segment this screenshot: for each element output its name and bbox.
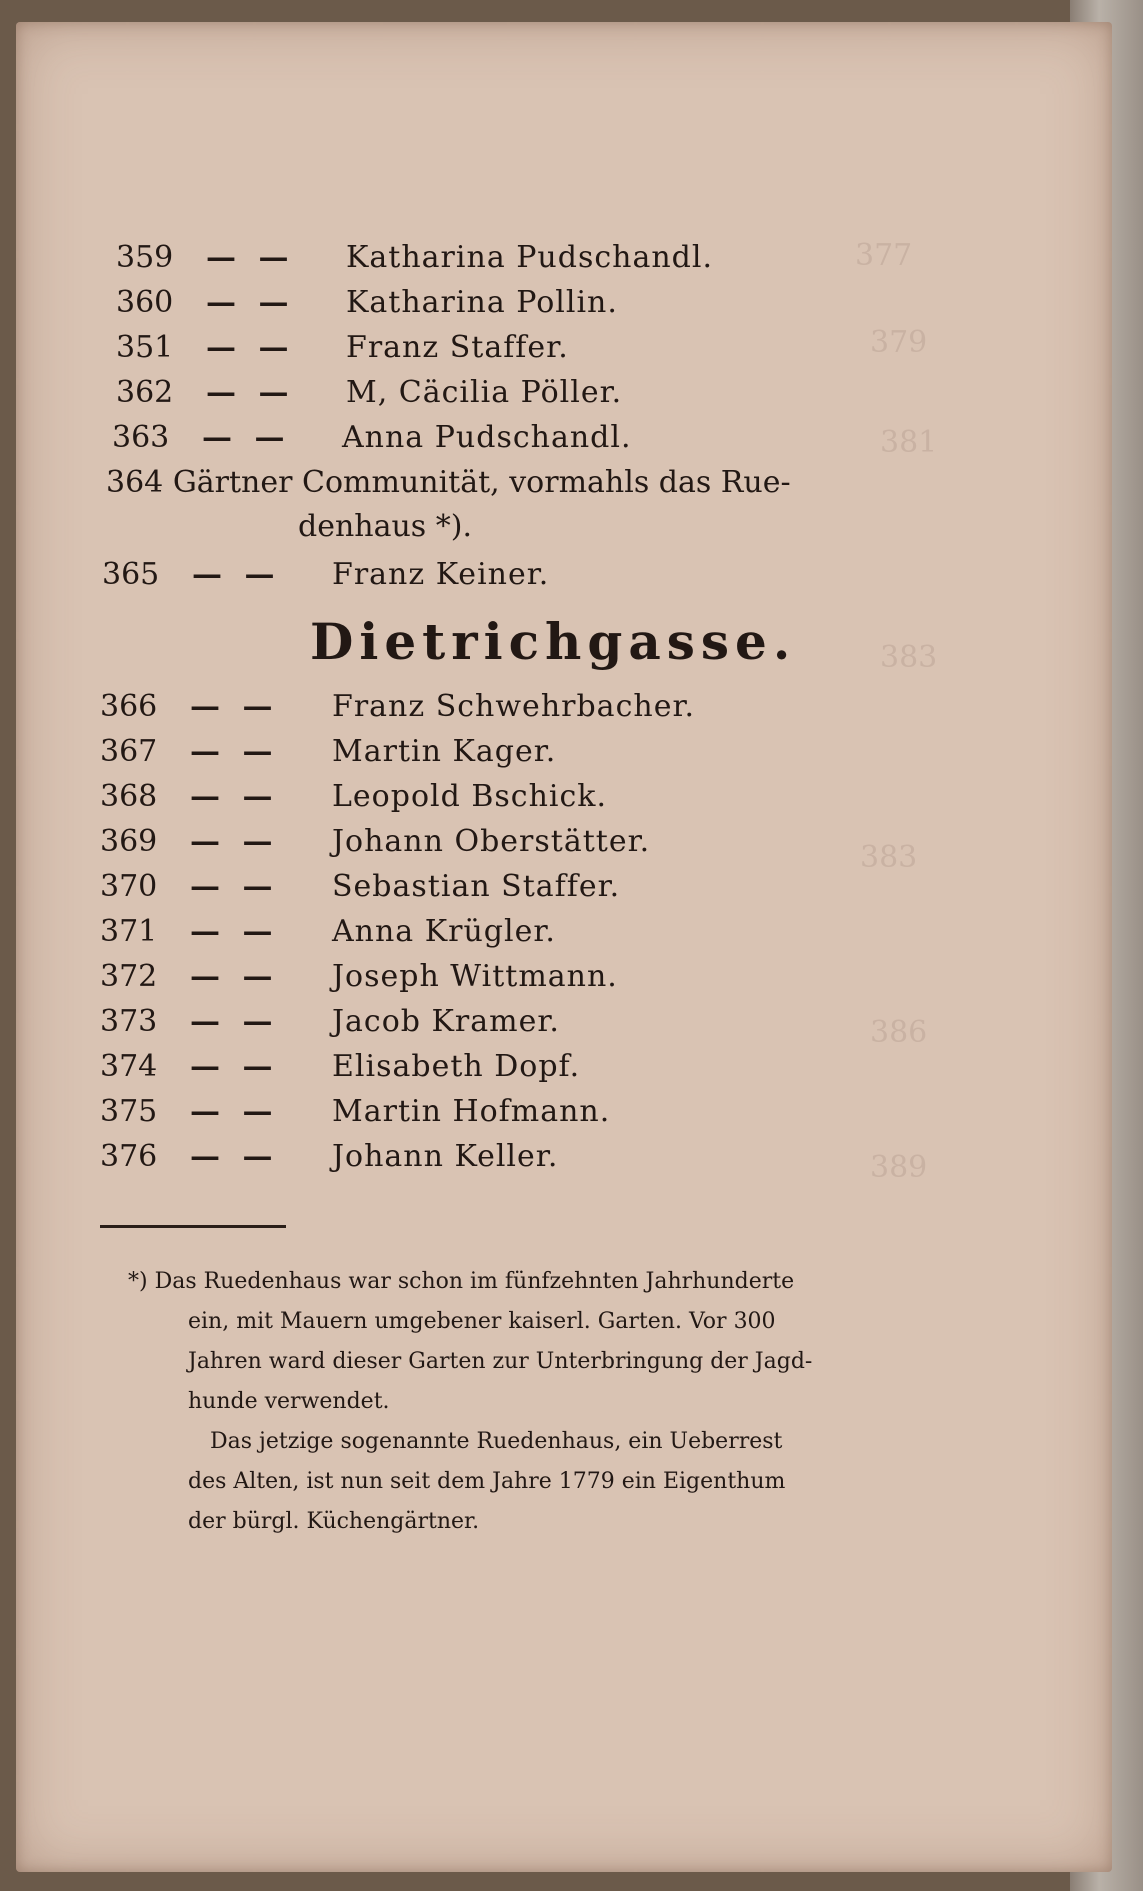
entry-row [116, 373, 816, 413]
entry-number: 372 [100, 959, 158, 994]
entry-name: Franz Keiner. [332, 557, 550, 592]
entry-dashes: — — [190, 1049, 279, 1084]
entry-dashes: — — [206, 330, 295, 365]
entry-name: M, Cäcilia Pöller. [346, 375, 623, 410]
entry-number: 360 [116, 285, 174, 320]
entry-name: Franz Schwehrbacher. [332, 689, 696, 724]
entry-row [100, 1137, 800, 1177]
entry-row [116, 328, 816, 368]
footnote-line: Das jetzige sogenannte Ruedenhaus, ein Ueberrest [210, 1429, 783, 1454]
show-through: 383 [860, 840, 918, 875]
entry-dashes: — — [190, 1094, 279, 1129]
section-heading: Dietrichgasse. [310, 612, 797, 671]
entry-dashes: — — [190, 869, 279, 904]
show-through: 381 [880, 425, 938, 460]
entry-row [100, 1092, 800, 1132]
entry-number: 363 [112, 420, 170, 455]
entry-number: 351 [116, 330, 174, 365]
entry-dashes: — — [190, 779, 279, 814]
entry-row [100, 912, 800, 952]
entry-dashes: — — [190, 689, 279, 724]
entry-name: Sebastian Staffer. [332, 869, 621, 904]
entry-name: Katharina Pollin. [346, 285, 618, 320]
footnote-line: ein, mit Mauern umgebener kaiserl. Garten. Vor 300 [188, 1309, 776, 1334]
entry-name: Katharina Pudschandl. [346, 240, 714, 275]
footnote-line: hunde verwendet. [188, 1389, 390, 1414]
entry-row [100, 1002, 800, 1042]
entry-row [100, 867, 800, 907]
entry-number: 362 [116, 375, 174, 410]
entry-name: Elisabeth Dopf. [332, 1049, 581, 1084]
entry-row [100, 777, 800, 817]
entry-number: 366 [100, 689, 158, 724]
entry-number: 367 [100, 734, 158, 769]
entry-row [116, 238, 816, 278]
entry-row [116, 283, 816, 323]
entry-number: 376 [100, 1139, 158, 1174]
entry-row [100, 957, 800, 997]
entry-row [102, 555, 802, 595]
entry-number: 370 [100, 869, 158, 904]
entry-dashes: — — [190, 914, 279, 949]
entry-dashes: — — [202, 420, 291, 455]
entry-text: Gärtner Communität, vormahls das Rue- [172, 465, 791, 500]
entry-name: Anna Krügler. [332, 914, 556, 949]
entry-number: 364 [106, 465, 164, 500]
entry-row [112, 418, 812, 458]
footnote-line: der bürgl. Küchengärtner. [188, 1509, 480, 1534]
entry-dashes: — — [206, 240, 295, 275]
entry-number: 371 [100, 914, 158, 949]
entry-name: Jacob Kramer. [332, 1004, 560, 1039]
footnote-line: des Alten, ist nun seit dem Jahre 1779 ein Eigenthum [188, 1469, 786, 1494]
entry-number: 359 [116, 240, 174, 275]
entry-dashes: — — [190, 824, 279, 859]
show-through: 389 [870, 1150, 928, 1185]
entry-dashes: — — [190, 1004, 279, 1039]
footnote [128, 1262, 898, 1542]
show-through: 379 [870, 325, 928, 360]
entry-name: Joseph Wittmann. [332, 959, 618, 994]
show-through: 386 [870, 1015, 928, 1050]
entry-dashes: — — [190, 959, 279, 994]
entry-dashes: — — [206, 375, 295, 410]
entry-dashes: — — [190, 1139, 279, 1174]
entry-dashes: — — [192, 557, 281, 592]
footnote-line: Jahren ward dieser Garten zur Unterbringung der Jagd- [188, 1349, 813, 1374]
footnote-rule [100, 1225, 286, 1228]
entry-name: Johann Oberstätter. [332, 824, 651, 859]
entry-row [100, 732, 800, 772]
entry-row [100, 1047, 800, 1087]
show-through: 377 [855, 238, 913, 273]
entry-name: Franz Staffer. [346, 330, 569, 365]
entry-number: 374 [100, 1049, 158, 1084]
entry-name: Anna Pudschandl. [342, 420, 632, 455]
entry-name: Martin Kager. [332, 734, 557, 769]
entry-364 [106, 463, 791, 503]
entry-name: Leopold Bschick. [332, 779, 608, 814]
entry-name: Martin Hofmann. [332, 1094, 611, 1129]
entry-name: Johann Keller. [332, 1139, 559, 1174]
footnote-line: *) Das Ruedenhaus war schon im fünfzehnten Jahrhunderte [128, 1269, 795, 1294]
entry-row [100, 687, 800, 727]
entry-dashes: — — [206, 285, 295, 320]
entry-number: 369 [100, 824, 158, 859]
entry-number: 365 [102, 557, 160, 592]
entry-364-continuation: denhaus *). [298, 509, 472, 544]
entry-row [100, 822, 800, 862]
entry-number: 375 [100, 1094, 158, 1129]
entry-number: 368 [100, 779, 158, 814]
entry-dashes: — — [190, 734, 279, 769]
show-through: 383 [880, 640, 938, 675]
entry-number: 373 [100, 1004, 158, 1039]
